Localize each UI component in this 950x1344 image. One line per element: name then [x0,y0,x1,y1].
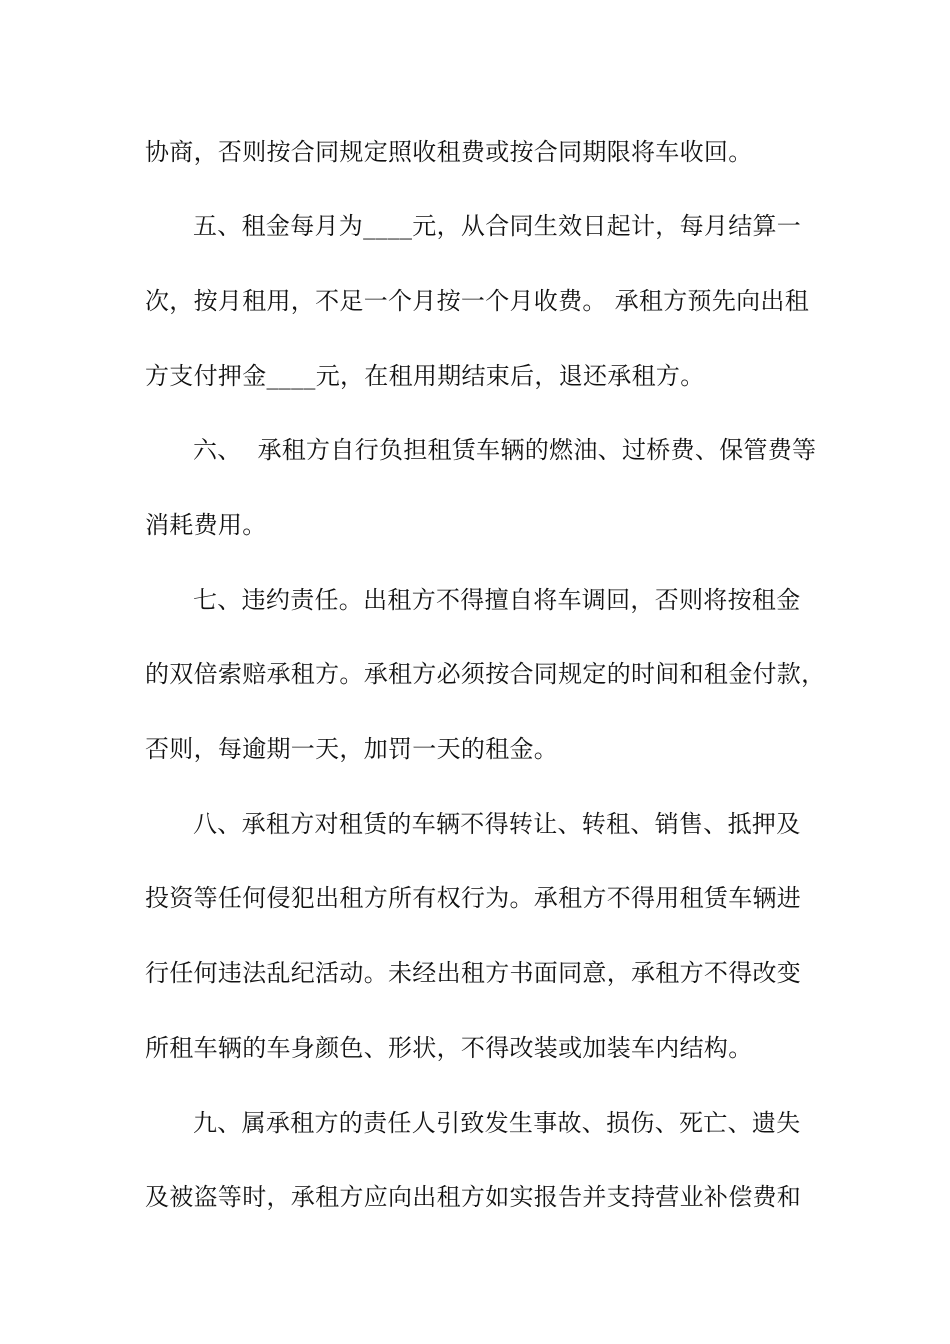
text-line: 的双倍索赔承租方。承租方必须按合同规定的时间和租金付款， [145,660,826,688]
text-line: 否则，每逾期一天，加罚一天的租金。 [145,735,559,763]
text-line: 所租车辆的车身颜色、形状，不得改装或加装车内结构。 [145,1034,753,1062]
clause-5-heading-line: 五、租金每月为____元，从合同生效日起计，每月结算一 [193,212,802,240]
text-line: 及被盗等时，承租方应向出租方如实报告并支持营业补偿费和 [145,1183,802,1211]
clause-6-heading-line: 六、 承租方自行负担租赁车辆的燃油、过桥费、保管费等 [193,436,817,464]
text-line: 次，按月租用，不足一个月按一个月收费。 承租方预先向出租 [145,287,810,315]
text-line: 消耗费用。 [145,511,267,539]
clause-7-heading-line: 七、违约责任。出租方不得擅自将车调回，否则将按租金 [193,586,801,614]
text-line: 方支付押金____元，在租用期结束后，退还承租方。 [145,362,705,390]
text-line: 行任何违法乱纪活动。未经出租方书面同意，承租方不得改变 [145,959,802,987]
text-line: 协商，否则按合同规定照收租费或按合同期限将车收回。 [145,138,753,166]
clause-9-heading-line: 九、属承租方的责任人引致发生事故、损伤、死亡、遗失 [193,1109,801,1137]
text-line: 投资等任何侵犯出租方所有权行为。承租方不得用租赁车辆进 [145,884,802,912]
clause-8-heading-line: 八、承租方对租赁的车辆不得转让、转租、销售、抵押及 [193,810,801,838]
